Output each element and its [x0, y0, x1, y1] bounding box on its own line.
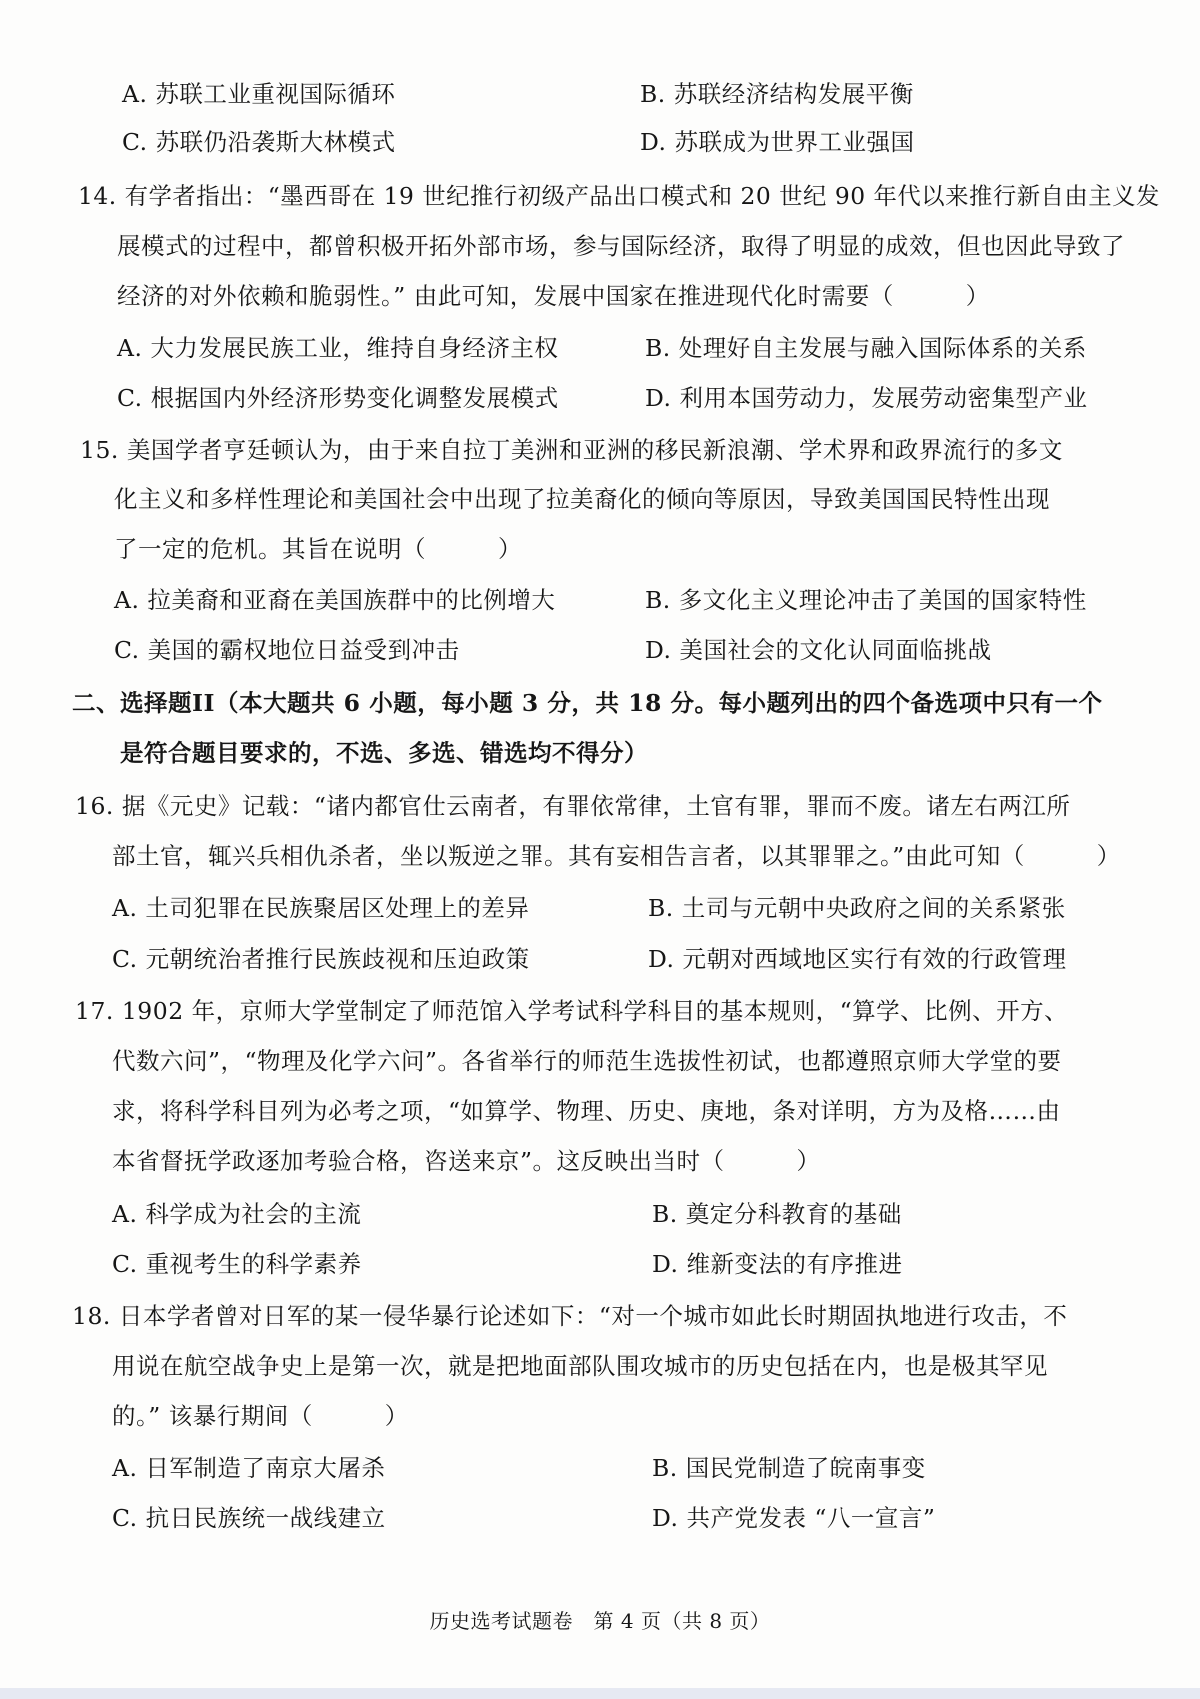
- q15-stem-1: 15. 美国学者亨廷顿认为，由于来自拉丁美洲和亚洲的移民新浪潮、学术界和政界流行的多文: [80, 436, 1063, 464]
- q14-stem-3: 经济的对外依赖和脆弱性。” 由此可知，发展中国家在推进现代化时需要（ ）: [117, 282, 990, 310]
- q15-option-b: B. 多文化主义理论冲击了美国的国家特性: [645, 586, 1087, 614]
- section-2-heading-1: 二、选择题II（本大题共 6 小题，每小题 3 分，共 18 分。每小题列出的四个备选项中只有一个: [72, 689, 1103, 717]
- q17-stem-4: 本省督抚学政逐加考验合格，咨送来京”。这反映出当时（ ）: [112, 1147, 821, 1175]
- q13-option-b: B. 苏联经济结构发展平衡: [640, 80, 914, 108]
- q14-option-a: A. 大力发展民族工业，维持自身经济主权: [117, 334, 559, 362]
- q18-option-b: B. 国民党制造了皖南事变: [652, 1454, 926, 1482]
- q17-stem-2: 代数六问”，“物理及化学六问”。各省举行的师范生选拔性初试，也都遵照京师大学堂的要: [112, 1047, 1062, 1075]
- q13-option-a: A. 苏联工业重视国际循环: [122, 80, 396, 108]
- q16-stem-1: 16. 据《元史》记载：“诸内都官仕云南者，有罪依常律，土官有罪，罪而不废。诸左右两江所: [75, 792, 1071, 820]
- q17-option-d: D. 维新变法的有序推进: [652, 1250, 903, 1278]
- q14-stem-1: 14. 有学者指出：“墨西哥在 19 世纪推行初级产品出口模式和 20 世纪 90 年代以来推行新自由主义发: [78, 182, 1160, 210]
- q15-stem-3: 了一定的危机。其旨在说明（ ）: [114, 535, 522, 563]
- q16-option-c: C. 元朝统治者推行民族歧视和压迫政策: [112, 945, 530, 973]
- q17-stem-3: 求，将科学科目列为必考之项，“如算学、物理、历史、庚地，条对详明，方为及格……由: [112, 1097, 1061, 1125]
- q17-option-a: A. 科学成为社会的主流: [112, 1200, 362, 1228]
- q15-option-d: D. 美国社会的文化认同面临挑战: [645, 636, 992, 664]
- q13-option-d: D. 苏联成为世界工业强国: [640, 128, 915, 156]
- q18-option-c: C. 抗日民族统一战线建立: [112, 1504, 386, 1532]
- q16-option-a: A. 土司犯罪在民族聚居区处理上的差异: [112, 894, 530, 922]
- q14-option-c: C. 根据国内外经济形势变化调整发展模式: [117, 384, 559, 412]
- q13-option-c: C. 苏联仍沿袭斯大林模式: [122, 128, 396, 156]
- q18-stem-2: 用说在航空战争史上是第一次，就是把地面部队围攻城市的历史包括在内，也是极其罕见: [112, 1352, 1048, 1380]
- q17-option-c: C. 重视考生的科学素养: [112, 1250, 362, 1278]
- q14-option-d: D. 利用本国劳动力，发展劳动密集型产业: [645, 384, 1088, 412]
- q16-option-b: B. 土司与元朝中央政府之间的关系紧张: [648, 894, 1066, 922]
- q16-option-d: D. 元朝对西域地区实行有效的行政管理: [648, 945, 1067, 973]
- q18-option-d: D. 共产党发表 “八一宣言”: [652, 1504, 936, 1532]
- q18-stem-1: 18. 日本学者曾对日军的某一侵华暴行论述如下：“对一个城市如此长时期固执地进行攻击，不: [72, 1302, 1068, 1330]
- q15-option-c: C. 美国的霸权地位日益受到冲击: [114, 636, 460, 664]
- q17-stem-1: 17. 1902 年，京师大学堂制定了师范馆入学考试科学科目的基本规则，“算学、比例、开方、: [75, 997, 1069, 1025]
- q16-stem-2: 部土官，辄兴兵相仇杀者，坐以叛逆之罪。其有妄相告言者，以其罪罪之。”由此可知（ ）: [112, 842, 1121, 870]
- q15-option-a: A. 拉美裔和亚裔在美国族群中的比例增大: [114, 586, 556, 614]
- q14-option-b: B. 处理好自主发展与融入国际体系的关系: [645, 334, 1087, 362]
- q14-stem-2: 展模式的过程中，都曾积极开拓外部市场，参与国际经济，取得了明显的成效，但也因此导致了: [117, 232, 1125, 260]
- page-footer: 历史选考试题卷 第 4 页（共 8 页）: [429, 1609, 771, 1633]
- section-2-heading-2: 是符合题目要求的，不选、多选、错选均不得分）: [120, 739, 648, 767]
- q17-option-b: B. 奠定分科教育的基础: [652, 1200, 902, 1228]
- q15-stem-2: 化主义和多样性理论和美国社会中出现了拉美裔化的倾向等原因，导致美国国民特性出现: [114, 485, 1050, 513]
- scan-edge: [0, 1688, 1200, 1699]
- q18-option-a: A. 日军制造了南京大屠杀: [112, 1454, 386, 1482]
- q18-stem-3: 的。” 该暴行期间（ ）: [112, 1402, 409, 1430]
